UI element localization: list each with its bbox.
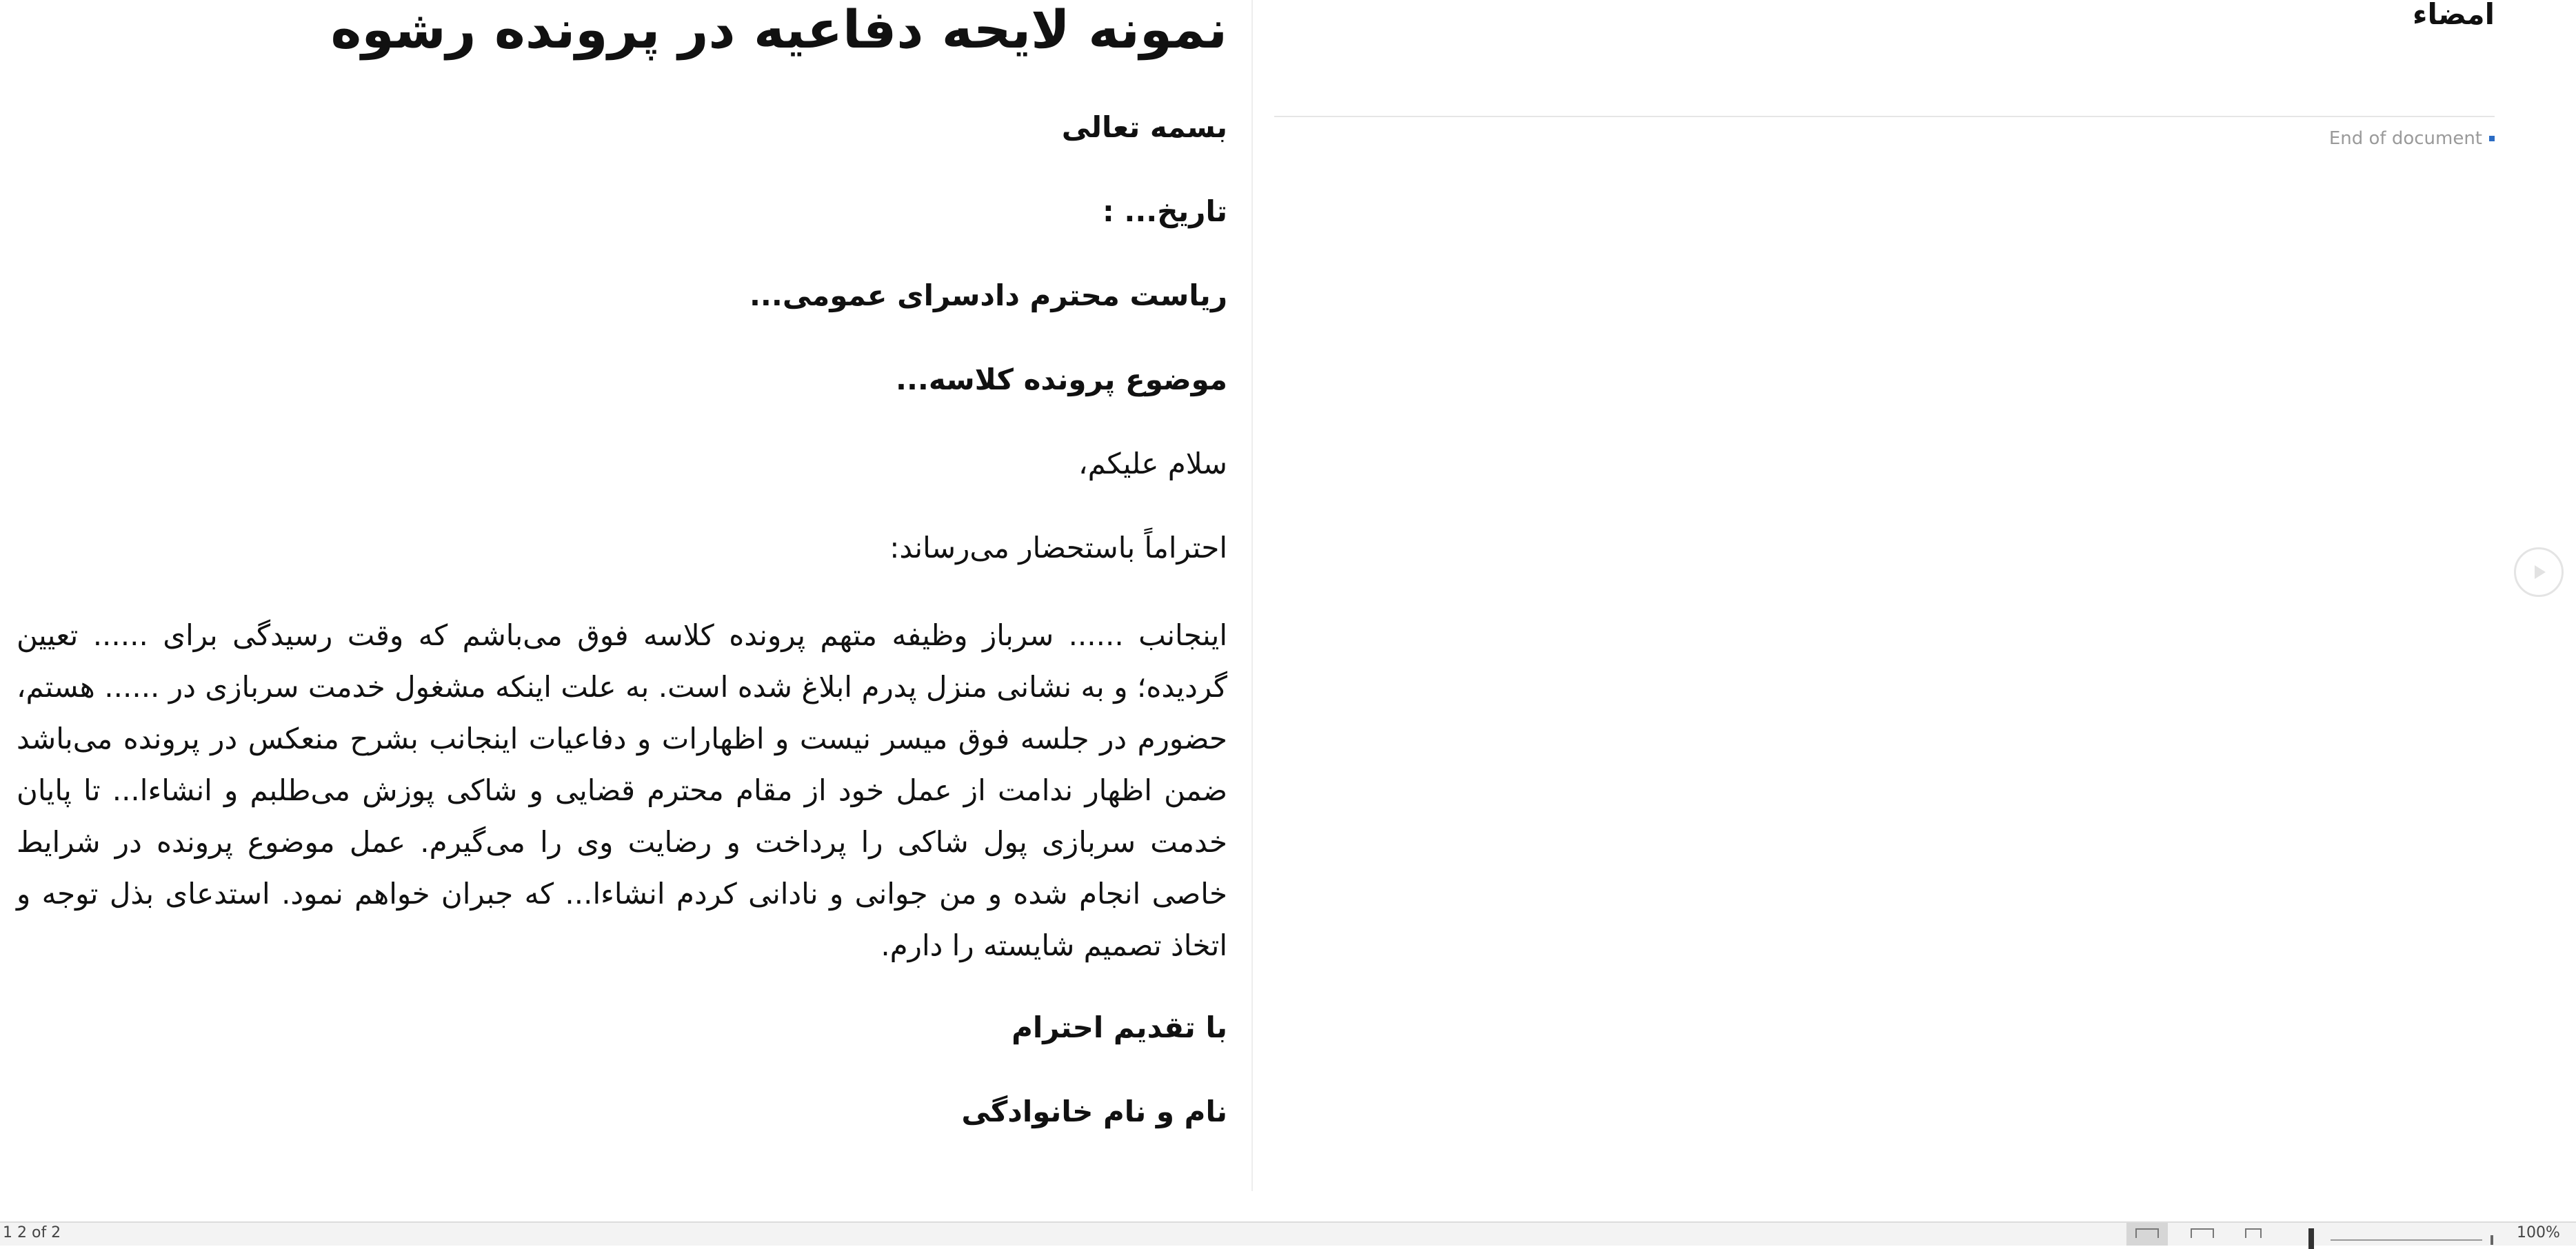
end-of-document-icon bbox=[2489, 136, 2495, 141]
zoom-marker bbox=[2491, 1235, 2493, 1245]
end-of-document-label: End of document bbox=[2328, 128, 2482, 149]
zoom-level[interactable]: 100% bbox=[2517, 1224, 2560, 1241]
subject-line: موضوع پرونده کلاسه... bbox=[896, 363, 1227, 396]
end-rule bbox=[1274, 116, 2495, 117]
salutation-header: بسمه تعالی bbox=[1061, 110, 1227, 144]
greeting-line: سلام علیکم، bbox=[1078, 447, 1227, 480]
read-aloud-button[interactable] bbox=[2514, 547, 2564, 597]
read-mode-icon bbox=[2135, 1228, 2159, 1238]
date-line: تاریخ... : bbox=[1102, 194, 1227, 228]
document-body bbox=[0, 0, 1227, 1189]
play-icon bbox=[2528, 562, 2549, 582]
body-paragraph: اینجانب ...... سرباز وظیفه متهم پرونده کلاسه فوق می‌باشم که وقت رسیدگی برای ...... تعیین گردیده؛ و به نشانی منزل پدرم ابلاغ شده است. به علت اینکه مشغول خدمت سربازی در ...... هستم، حضورم در جلسه فوق میسر نیست و اظهارات و دفاعیات اینجانب بشرح منعکس در پرونده می‌باشد ضمن اظهار ندامت از عمل خود از مقام محترم قضایی و شاکی پوزش می‌طلبم و انشاءا... تا پایان خدمت سربازی پول شاکی را پرداخت و رضایت وی را می‌گیرم. عمل موضوع پرونده در شرایط خاصی انجام شده و من جوانی و نادانی کردم انشاءا... که جبران خواهم نمود. استدعای بذل توجه و اتخاذ تصمیم شایسته را دارم. bbox=[17, 618, 1227, 962]
end-of-document-marker bbox=[2329, 128, 2495, 149]
web-layout-icon bbox=[2245, 1228, 2262, 1238]
recipient-line: ریاست محترم دادسرای عمومی... bbox=[749, 278, 1227, 312]
document-page-right bbox=[1274, 0, 2495, 1191]
zoom-slider-handle[interactable] bbox=[2308, 1228, 2314, 1249]
name-line: نام و نام خانوادگی bbox=[961, 1095, 1227, 1128]
column-divider bbox=[1251, 0, 1253, 1191]
intro-line: احتراماً باستحضار می‌رساند: bbox=[889, 531, 1227, 565]
print-layout-icon bbox=[2191, 1228, 2214, 1238]
read-mode-button[interactable] bbox=[2126, 1223, 2168, 1246]
status-bar bbox=[0, 1221, 2576, 1246]
signature-label: امضاء bbox=[2412, 0, 2495, 31]
print-layout-button[interactable] bbox=[2182, 1223, 2223, 1246]
zoom-slider-track[interactable] bbox=[2331, 1239, 2482, 1241]
closing-line: با تقدیم احترام bbox=[1012, 1011, 1227, 1044]
document-title: نمونه لایحه دفاعیه در پرونده رشوه bbox=[330, 0, 1227, 60]
web-layout-button[interactable] bbox=[2233, 1223, 2274, 1246]
page-indicator[interactable]: 1 2 of 2 bbox=[3, 1224, 61, 1241]
